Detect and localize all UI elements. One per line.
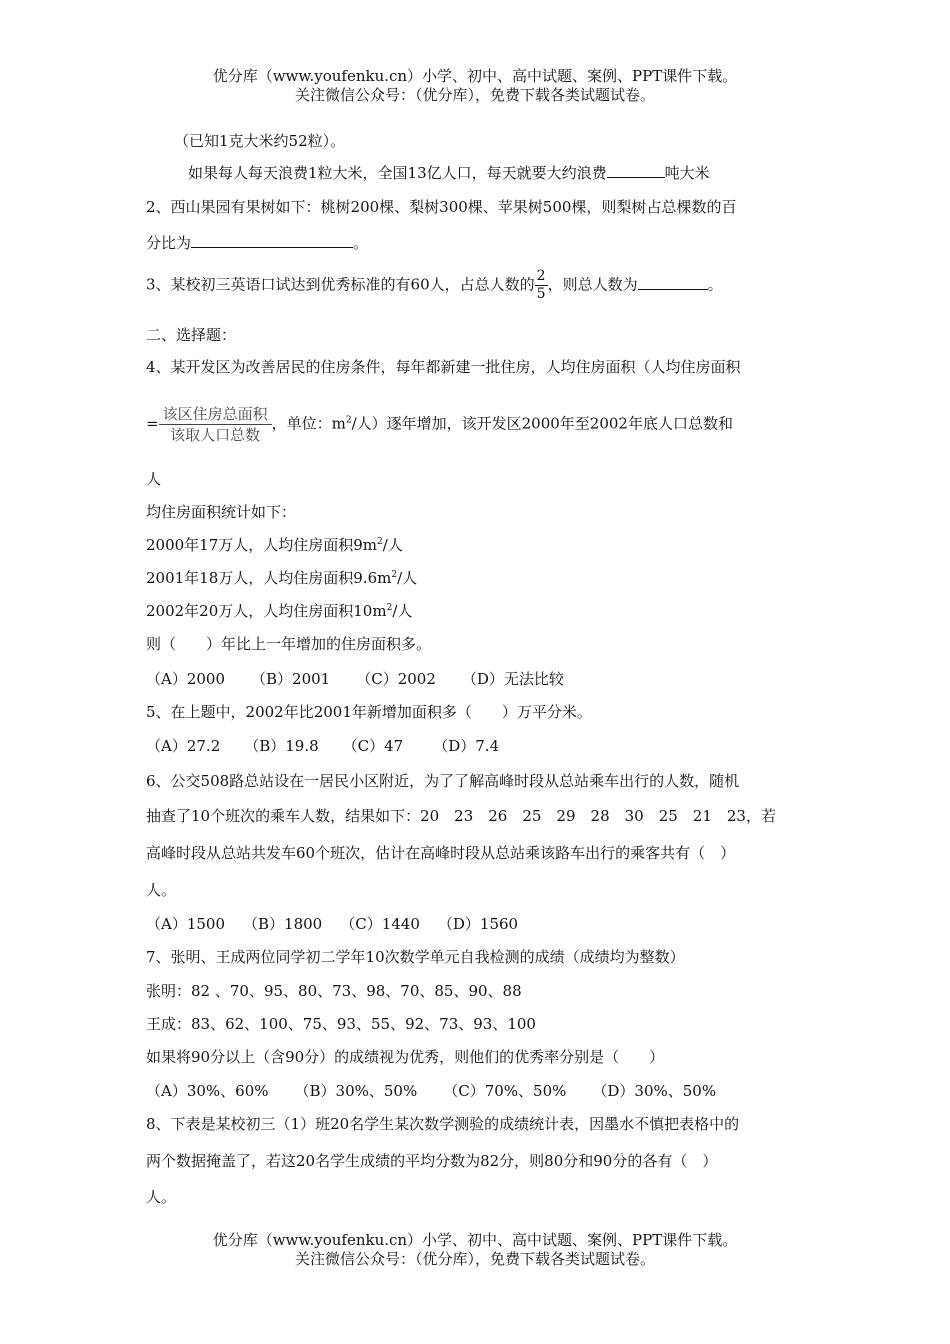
- option-b[interactable]: （B）30%、50%: [294, 1082, 418, 1100]
- page-footer: [0, 1231, 950, 1269]
- option-d[interactable]: （D）30%、50%: [592, 1082, 717, 1100]
- rice-question: 如果每人每天浪费1粒大米，全国13亿人口，每天就要大约浪费 吨大米: [188, 164, 710, 182]
- answer-blank[interactable]: [607, 163, 665, 178]
- question-6-line-4: 人。: [146, 881, 177, 899]
- option-b[interactable]: （B）19.8: [244, 737, 319, 755]
- data-row-2001: 2001年18万人，人均住房面积$9.6m^2/$人: [146, 569, 418, 587]
- answer-blank[interactable]: [638, 275, 708, 290]
- question-6-line-1: 6、公交508路总站设在一居民小区附近，为了了解高峰时段从总站乘车出行的人数，随机: [146, 772, 740, 790]
- question-5-stem: 5、在上题中，2002年比2001年新增加面积多（ ）万平分米。: [146, 703, 592, 721]
- option-c[interactable]: （C）70%、50%: [443, 1082, 567, 1100]
- question-2-line-2: 分比为 。: [146, 234, 369, 252]
- option-c[interactable]: （C）47: [342, 737, 404, 755]
- section-title: 二、选择题：: [146, 326, 237, 344]
- option-c[interactable]: （C）1440: [340, 915, 420, 933]
- question-7-line-3: 王成：83、62、100、75、93、55、92、73、93、100: [146, 1015, 536, 1033]
- option-b[interactable]: （B）2001: [251, 670, 331, 688]
- question-7-options: [146, 1080, 816, 1101]
- question-4-line-2: = $\frac{\text{该区住房总面积}}{\text{该取人口总数}}$ ，单位：$m^2/$人）逐年增加，该开发区2000年至2002年底人口总数和: [146, 405, 733, 444]
- area-formula-fraction: $\frac{\text{该区住房总面积}}{\text{该取人口总数}}$: [159, 404, 272, 445]
- question-7-line-2: 张明：82 、70、95、80、73、98、70、85、90、88: [146, 982, 522, 1000]
- data-row-2000: 2000年17万人，人均住房面积$9m^2/$人: [146, 536, 403, 554]
- question-7-line-1: 7、张明、王成两位同学初二学年10次数学单元自我检测的成绩（成绩均为整数）: [146, 948, 685, 966]
- option-b[interactable]: （B）1800: [243, 915, 323, 933]
- header-line-2: 关注微信公众号：（优分库），免费下载各类试题试卷。: [294, 86, 655, 104]
- footer-line-2: 关注微信公众号：（优分库），免费下载各类试题试卷。: [294, 1250, 655, 1268]
- option-a[interactable]: （A）2000: [146, 670, 226, 688]
- rice-note: （已知1克大米约52粒）。: [174, 132, 346, 150]
- question-6-line-2: 抽查了10个班次的乘车人数，结果如下：20 23 26 25 29 28 30 25 21 23，若: [146, 807, 776, 825]
- question-4-line-1: 4、某开发区为改善居民的住房条件，每年都新建一批住房，人均住房面积（人均住房面积: [146, 358, 741, 376]
- question-4-line-3: 人: [146, 470, 162, 488]
- option-c[interactable]: （C）2002: [356, 670, 436, 688]
- question-7-line-4: 如果将90分以上（含90分）的成绩视为优秀，则他们的优秀率分别是（ ）: [146, 1048, 665, 1066]
- option-a[interactable]: （A）30%、60%: [146, 1082, 269, 1100]
- question-4-options: [146, 668, 816, 689]
- question-3: 3、某校初三英语口试达到优秀标准的有60人，占总人数的 $\frac{2}{5}$ ，则总人数为 。: [146, 268, 723, 302]
- question-2-line-1: 2、西山果园有果树如下：桃树200棵、梨树300棵、苹果树500棵，则梨树占总棵数的百: [146, 198, 737, 216]
- question-8-line-2: 两个数据掩盖了，若这20名学生成绩的平均分数为82分，则80分和90分的各有（ ）: [146, 1152, 718, 1170]
- footer-line-1: 优分库（www.youfenku.cn）小学、初中、高中试题、案例、PPT课件下载。: [212, 1231, 738, 1249]
- question-4-line-4: 均住房面积统计如下：: [146, 503, 297, 521]
- option-a[interactable]: （A）27.2: [146, 737, 221, 755]
- question-4-stem: 则（ ）年比上一年增加的住房面积多。: [146, 635, 432, 653]
- page-header: [0, 67, 950, 105]
- question-5-options: [146, 735, 816, 756]
- option-d[interactable]: （D）1560: [437, 915, 519, 933]
- answer-blank[interactable]: [191, 233, 353, 248]
- fraction-two-fifths: $\frac{2}{5}$: [536, 268, 546, 302]
- rice-question-text: 如果每人每天浪费1粒大米，全国13亿人口，每天就要大约浪费: [188, 164, 607, 182]
- question-6-line-3: 高峰时段从总站共发车60个班次，估计在高峰时段从总站乘该路车出行的乘客共有（ ）: [146, 844, 736, 862]
- option-d[interactable]: （D）无法比较: [461, 670, 564, 688]
- question-8-line-1: 8、下表是某校初三（1）班20名学生某次数学测验的成绩统计表，因墨水不慎把表格中的: [146, 1115, 740, 1133]
- data-row-2002: 2002年20万人，人均住房面积$10m^2/$人: [146, 602, 413, 620]
- option-d[interactable]: （D）7.4: [433, 737, 500, 755]
- option-a[interactable]: （A）1500: [146, 915, 226, 933]
- question-6-options: [146, 913, 816, 934]
- question-8-line-3: 人。: [146, 1188, 177, 1206]
- header-line-1: 优分库（www.youfenku.cn）小学、初中、高中试题、案例、PPT课件下载。: [212, 67, 738, 85]
